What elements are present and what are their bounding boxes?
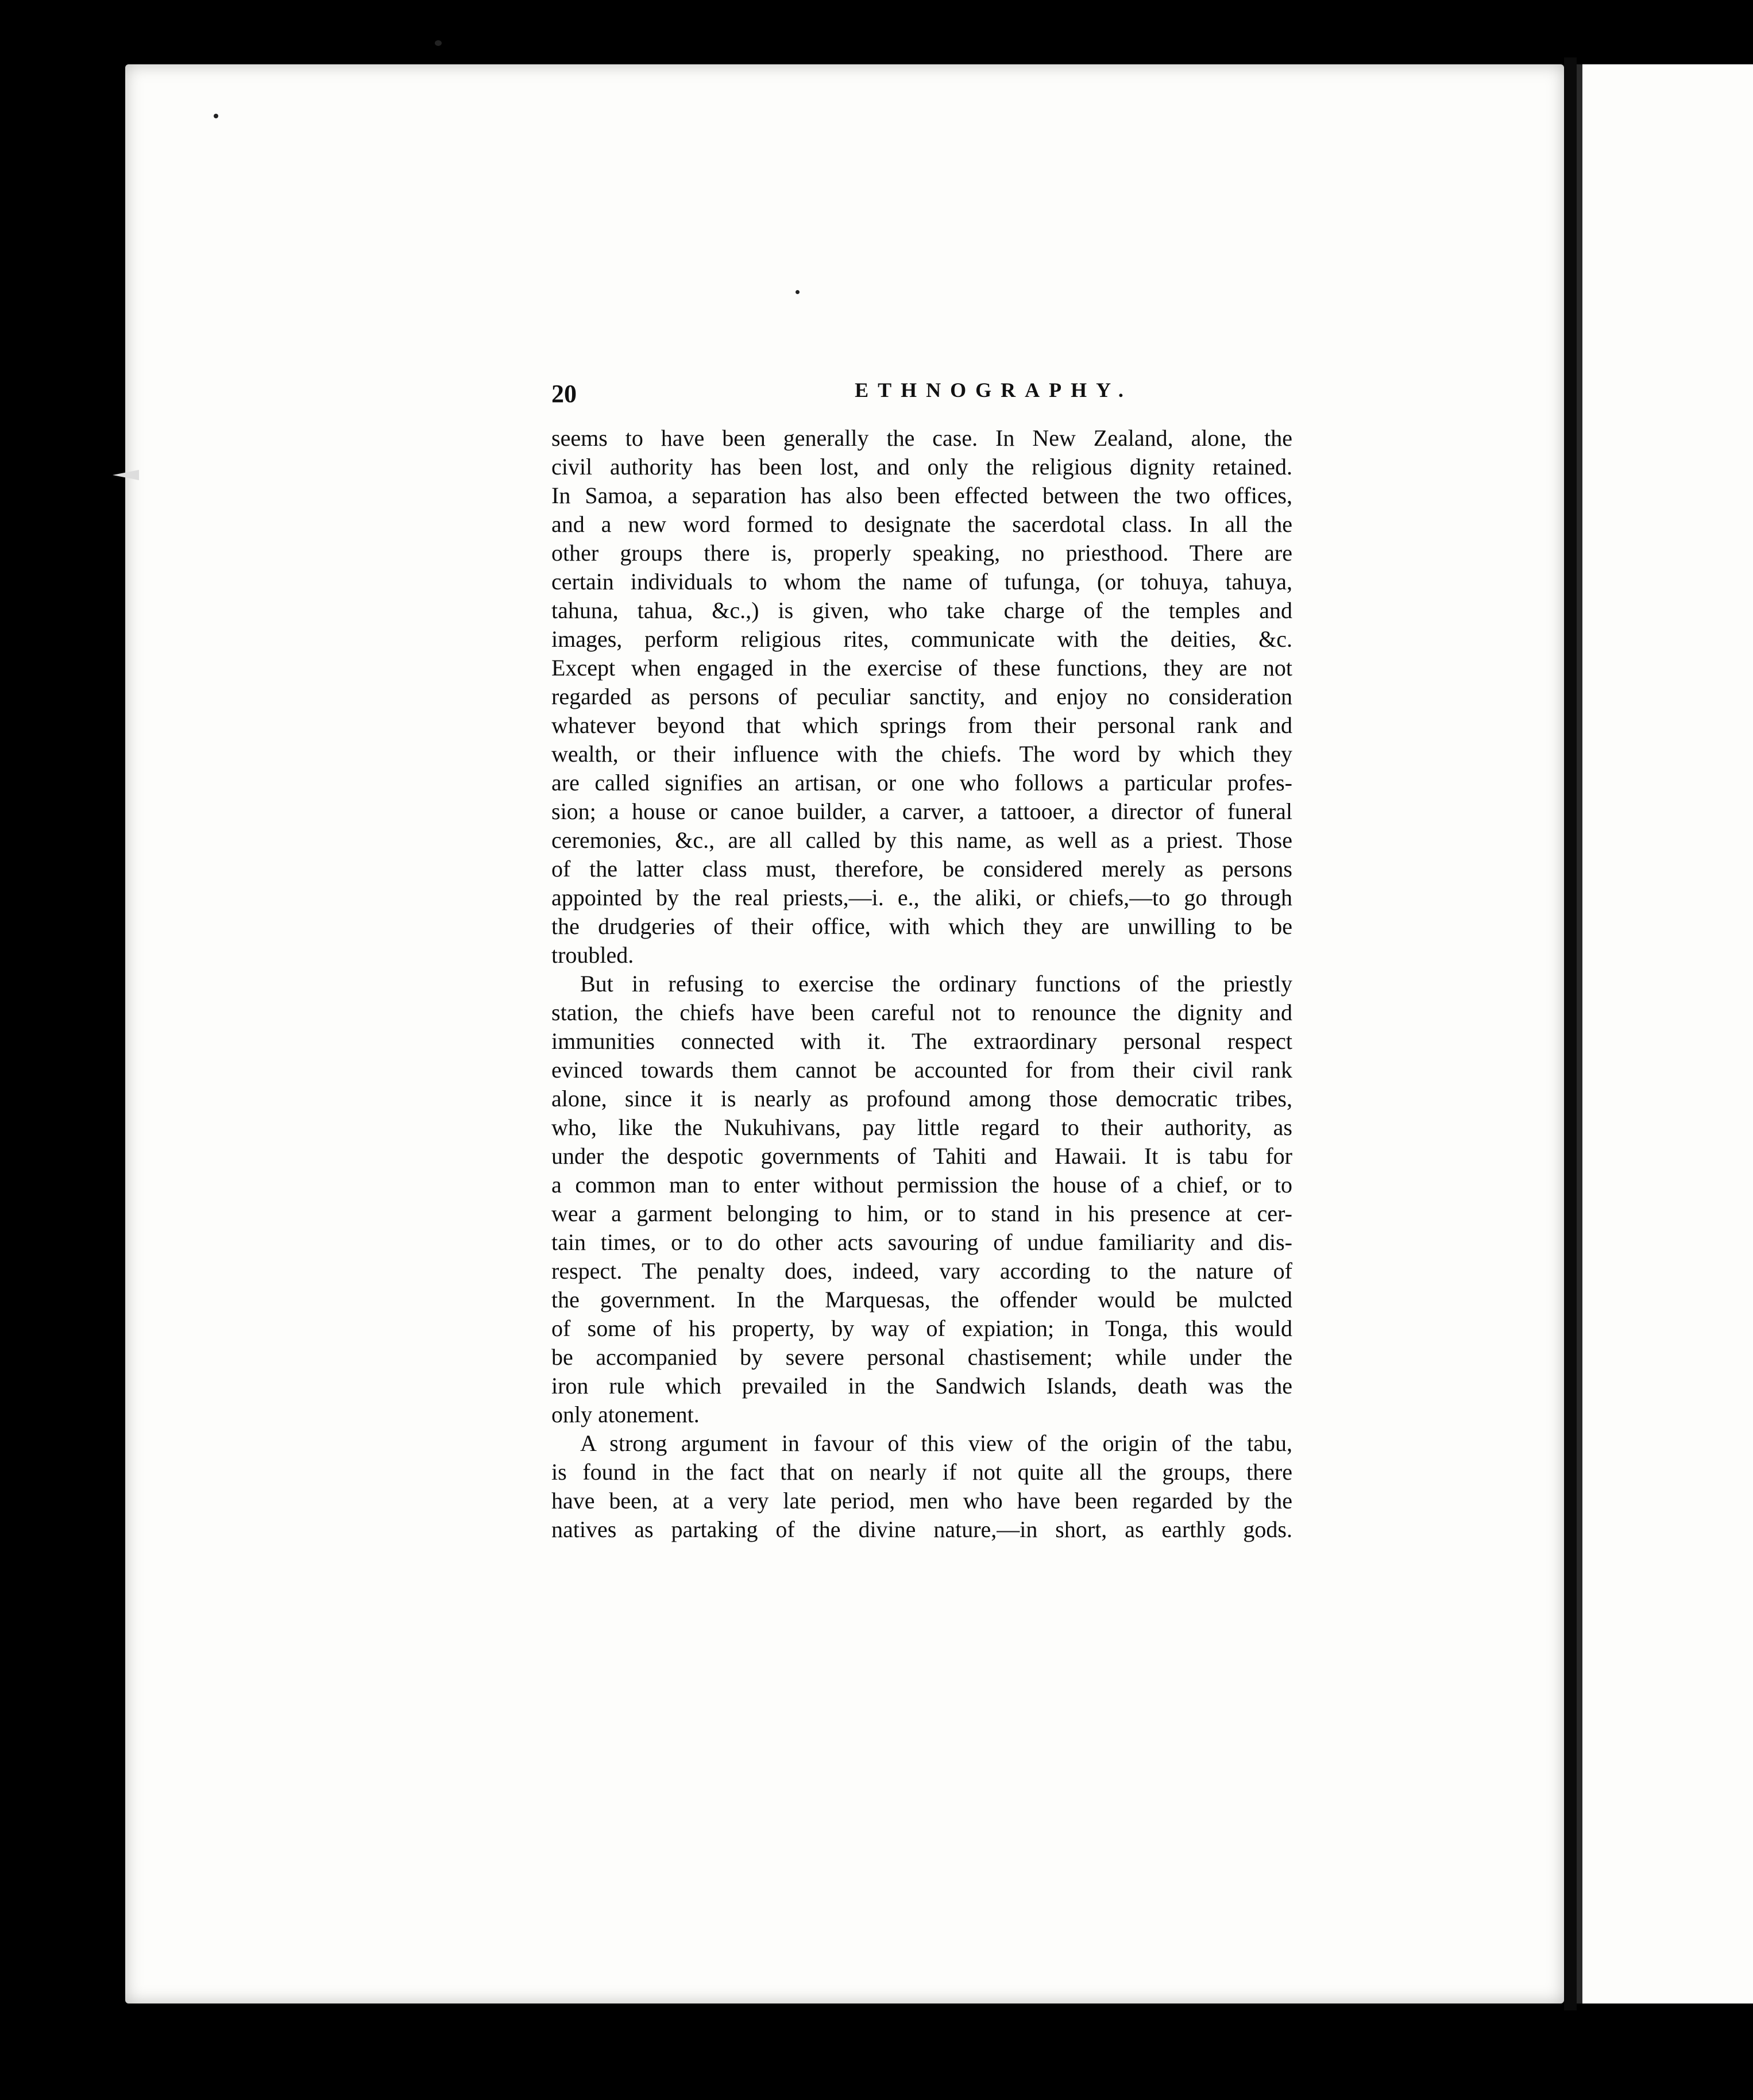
text-line: have been, at a very late period, men who have been regarded by the	[551, 1488, 1292, 1514]
text-line: seems to have been generally the case. In New Zealand, alone, the	[551, 425, 1292, 451]
text-line: regarded as persons of peculiar sanctity, and enjoy no consideration	[551, 684, 1292, 709]
facing-page-shadow	[1577, 64, 1582, 2004]
text-line: wealth, or their influence with the chiefs. The word by which they	[551, 741, 1292, 767]
text-line: immunities connected with it. The extraordinary personal respect	[551, 1028, 1292, 1054]
text-line: is found in the fact that on nearly if not quite all the groups, there	[551, 1459, 1292, 1485]
text-line: are called signifies an artisan, or one who follows a particular profes-	[551, 770, 1292, 796]
text-line: be accompanied by severe personal chastisement; while under the	[551, 1344, 1292, 1370]
text-line: appointed by the real priests,—i. e., the aliki, or chiefs,—to go through	[551, 885, 1292, 910]
body-text	[551, 424, 1292, 1544]
text-line: respect. The penalty does, indeed, vary according to the nature of	[551, 1258, 1292, 1284]
text-line: troubled.	[551, 942, 634, 968]
text-line: tahuna, tahua, &c.,) is given, who take charge of the temples and	[551, 597, 1292, 623]
text-line: In Samoa, a separation has also been effected between the two offices,	[551, 482, 1292, 508]
text-line: sion; a house or canoe builder, a carver, a tattooer, a director of funeral	[551, 798, 1292, 824]
text-line: of some of his property, by way of expiation; in Tonga, this would	[551, 1315, 1292, 1341]
text-line: whatever beyond that which springs from their personal rank and	[551, 712, 1292, 738]
page-header	[551, 372, 1292, 418]
text-line: the government. In the Marquesas, the offender would be mulcted	[551, 1287, 1292, 1312]
text-line: evinced towards them cannot be accounted for from their civil rank	[551, 1057, 1292, 1083]
text-line: only atonement.	[551, 1402, 700, 1427]
text-line: under the despotic governments of Tahiti and Hawaii. It is tabu for	[551, 1143, 1292, 1169]
running-head: ETHNOGRAPHY.	[855, 379, 1133, 402]
text-line: images, perform religious rites, communicate with the deities, &c.	[551, 626, 1292, 652]
text-line: iron rule which prevailed in the Sandwich Islands, death was the	[551, 1373, 1292, 1399]
text-line: wear a garment belonging to him, or to stand in his presence at cer-	[551, 1200, 1292, 1226]
speck	[214, 114, 218, 118]
text-line: tain times, or to do other acts savouring of undue familiarity and dis-	[551, 1229, 1292, 1255]
text-line: the drudgeries of their office, with which they are unwilling to be	[551, 913, 1292, 939]
text-line: A strong argument in favour of this view of the origin of the tabu,	[580, 1430, 1292, 1456]
text-line: ceremonies, &c., are all called by this name, as well as a priest. Those	[551, 827, 1292, 853]
text-line: But in refusing to exercise the ordinary functions of the priestly	[580, 971, 1292, 997]
facing-page-edge	[1577, 64, 1753, 2004]
text-line: Except when engaged in the exercise of these functions, they are not	[551, 655, 1292, 681]
speck	[796, 290, 800, 294]
text-line: of the latter class must, therefore, be considered merely as persons	[551, 856, 1292, 882]
text-line: station, the chiefs have been careful not to renounce the dignity and	[551, 999, 1292, 1025]
text-line: civil authority has been lost, and only the religious dignity retained.	[551, 454, 1292, 480]
page-number: 20	[551, 380, 577, 408]
text-line: other groups there is, properly speaking, no priesthood. There are	[551, 540, 1292, 566]
text-line: and a new word formed to designate the sacerdotal class. In all the	[551, 511, 1292, 537]
page-gutter	[1564, 57, 1577, 2010]
text-line: certain individuals to whom the name of tufunga, (or tohuya, tahuya,	[551, 569, 1292, 595]
text-line: who, like the Nukuhivans, pay little regard to their authority, as	[551, 1114, 1292, 1140]
text-line: alone, since it is nearly as profound among those democratic tribes,	[551, 1086, 1292, 1111]
speck	[435, 40, 442, 46]
text-line: a common man to enter without permission the house of a chief, or to	[551, 1172, 1292, 1198]
text-line: natives as partaking of the divine nature,—in short, as earthly gods.	[551, 1516, 1292, 1542]
